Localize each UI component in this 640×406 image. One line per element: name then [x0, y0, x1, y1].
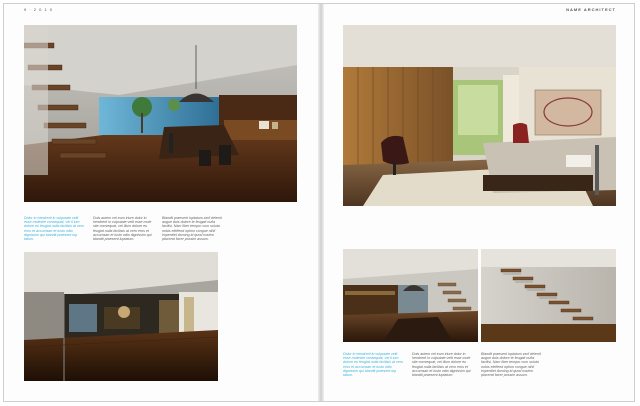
- right-text-col-1: Dolor in hendrerit in vulputate velit esse molestie consequat, vel il lum dolore eu feugiat nulla facilisis at vero eros et accumsan et iusto odio dignissim qui blandit praesent lup tatum.: [343, 352, 403, 378]
- folio-left: 9 · 2 0 1 0: [24, 7, 54, 12]
- photo-living-room: [24, 252, 218, 381]
- right-text-col-2: Duis autem vel eum iriure dolor in hendrerit in vulputate velit esse mole stie consequat, vel illum dolore eu feugiat nulla facilisis at vero eros et accumsan et iusto odio dignissim qui blandit praesent luptatum.: [412, 352, 471, 378]
- photo-kitchen-dining: [343, 249, 478, 342]
- photo-bedroom: [343, 25, 616, 206]
- left-text-col-3: Blandit praesent luptatum zzril delenit augue duis dolore te feugait nulla facilisi. Nam liber tempor cum soluta nobis eleifend option congue nihil imperdiet doming id quod mazim placerat facer possim assum.: [162, 216, 222, 242]
- folio-right: NAME ARCHITECT: [566, 7, 616, 12]
- photo-floating-stairs: [481, 249, 616, 342]
- left-text-col-2: Duis autem vel eum iriure dolor in hendrerit in vulputate velit esse mole stie consequat, vel illum dolore eu feugiat nulla facilisis at vero eros et accumsan et iusto odio dignissim qui blandit praesent luptatum.: [93, 216, 152, 242]
- photo-dining-hall: [24, 25, 297, 202]
- left-text-col-1: Dolor in hendrerit in vulputate velit esse molestie consequat, vel il lum dolore eu feugiat nulla facilisis at vero eros et accumsan et iusto odio dignissim qui blandit praesent lup tatum.: [24, 216, 84, 242]
- right-text-col-3: Blandit praesent luptatum zzril delenit augue duis dolore te feugait nulla facilisi. Nam liber tempor cum soluta nobis eleifend option congue nihil imperdiet doming id quod mazim placerat facer possim assum.: [481, 352, 541, 378]
- page-gutter: [318, 4, 324, 401]
